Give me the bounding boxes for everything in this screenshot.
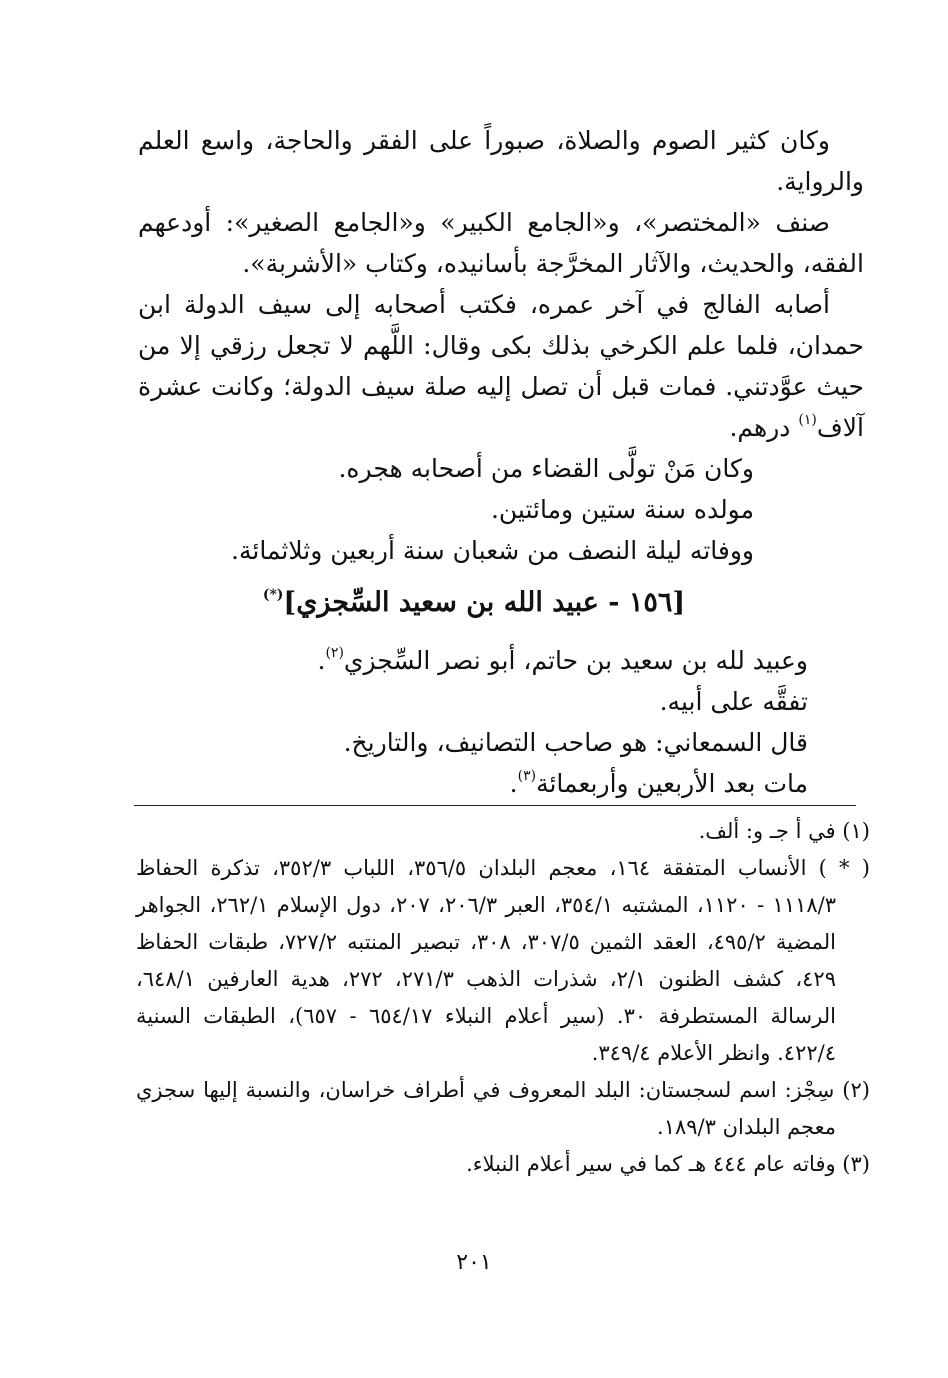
footnote-ref-3: (٣) — [517, 768, 537, 784]
entry-line-2: تفقَّه على أبيه. — [659, 687, 808, 716]
main-text — [138, 120, 864, 571]
paragraph-3-end: درهم. — [729, 413, 791, 442]
entry-line-4 — [138, 763, 808, 804]
footnote-2: (٢) سِجْز: اسم لسجستان: البلد المعروف في أطراف خراسان، والنسبة إليها سجزي معجم البلدان ١٨٩/٣. — [136, 1078, 870, 1139]
entry-title: [١٥٦ - عبيد الله بن سعيد السِّجزي] — [283, 587, 686, 618]
paragraph-1: وكان كثير الصوم والصلاة، صبوراً على الفقر والحاجة، واسع العلم والرواية. — [138, 126, 864, 196]
entry-line-1 — [138, 640, 808, 681]
paragraph-2: صنف «المختصر»، و«الجامع الكبير» و«الجامع الصغير»: أودعهم الفقه، والحديث، والآثار المخرَّجة بأسانيده، وكتاب «الأشربة». — [138, 208, 864, 278]
short-line-2: مولده سنة ستين ومائتين. — [490, 495, 754, 524]
footnote-divider — [134, 805, 856, 806]
entry-body — [138, 640, 808, 804]
entry-line-4-text: مات بعد الأربعين وأربعمائة — [536, 769, 808, 798]
paragraph-3-text: أصابه الفالج في آخر عمره، فكتب أصحابه إلى سيف الدولة ابن حمدان، فلما علم الكرخي بذلك بكى وقال: اللَّهم لا تجعل رزقي إلا من حيث عوَّدتني. فمات قبل أن تصل إليه صلة سيف الدولة؛ وكانت عشرة آلاف — [138, 290, 864, 442]
short-line-3: ووفاته ليلة النصف من شعبان سنة أربعين وثلاثمائة. — [231, 536, 754, 565]
footnote-sources: ( * ) الأنساب المتفقة ١٦٤، معجم البلدان ٣٥٦/٥، اللباب ٣٥٢/٣، تذكرة الحفاظ ١١١٨/٣ - ١١٢٠، المشتبه ٣٥٤/١، العبر ٢٠٦/٣، ٢٠٧، دول الإسلام ٢٦٢/١، الجواهر المضية ٤٩٥/٢، العقد الثمين ٣٠٧/٥، ٣٠٨، تبصير المنتبه ٧٢٧/٢، طبقات الحفاظ ٤٢٩، كشف الظنون ٢/١، شذرات الذهب ٢٧١/٣، ٢٧٢، هدية العارفين ٦٤٨/١، الرسالة المستطرفة ٣٠. (سير أعلام النبلاء ٦٥٤/١٧ - ٦٥٧)، الطبقات السنية ٤٢٢/٤. وانظر الأعلام ٣٤٩/٤. — [136, 856, 870, 1065]
footnote-ref-1: (١) — [798, 412, 817, 428]
footnote-1: (١) في أ جـ و: ألف. — [698, 819, 870, 843]
paragraph-3 — [138, 284, 864, 448]
footnote-3: (٣) وفاته عام ٤٤٤ هـ كما في سير أعلام النبلاء. — [466, 1152, 870, 1176]
footnote-ref-2: (٢) — [325, 645, 344, 661]
page-number: ٢٠١ — [456, 1250, 492, 1275]
footnotes — [136, 813, 870, 1183]
short-lines — [138, 448, 864, 571]
entry-line-1-text: وعبيد لله بن سعيد بن حاتم، أبو نصر السِّجزي — [343, 646, 808, 675]
entry-title-ref: (*) — [262, 587, 284, 603]
short-line-1: وكان مَنْ تولَّى القضاء من أصحابه هجره. — [338, 454, 754, 483]
entry-line-4-end: . — [509, 769, 518, 798]
entry-line-1-end: . — [317, 646, 326, 675]
entry-heading — [0, 583, 948, 623]
entry-line-3: قال السمعاني: هو صاحب التصانيف، والتاريخ. — [343, 728, 808, 757]
